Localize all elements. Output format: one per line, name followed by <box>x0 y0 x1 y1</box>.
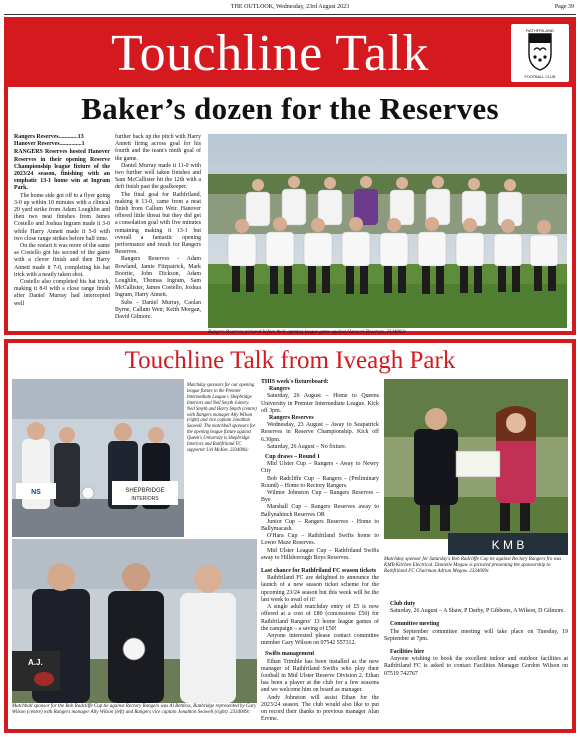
committee-paragraph: The September committee meeting will take place on Tuesday, 19 September at 7pm. <box>384 628 568 642</box>
svg-text:SHEPBRIDGE: SHEPBRIDGE <box>125 488 165 494</box>
story1-column-1 <box>14 134 110 308</box>
story1-headline: Baker’s dozen for the Reserves <box>81 91 499 126</box>
season-tickets-paragraph: Rathfriland FC are delighted to announce the launch of a new season ticket scheme for the upcoming 23/24 season but this week will be the last week to avail of it! <box>261 575 379 603</box>
publication-line: THE OUTLOOK, Wednesday, 23rd August 2023 <box>230 4 350 10</box>
fixtures-reserves-heading: Rangers Reserves <box>269 415 314 422</box>
team-photo-caption: Rangers Reserves pictured before their opening league game against Hanover Reserves. 2334002c <box>208 330 406 335</box>
story1-paragraph: The home side got off to a flyer going 3-0 up within 10 minutes with a clinical 20 yard strike from Adam Loughlin and then two neat finishes from James Costello and Joshua Ingram made it 3-0 while Harry Annett made it 5-0 with two close range strikes before half time. <box>14 192 110 242</box>
cup-draw-item: Junior Cup – Rangers Reserves - Home to Ballymacash. <box>261 518 379 533</box>
page-number: Page 39 <box>554 4 574 10</box>
header-rule <box>4 14 576 15</box>
cup-draw-item: O'Hara Cup – Rathfriland Swifts home to Lower Maze Reserves. <box>261 533 379 547</box>
sponsors-photo-caption: Matchday sponsors for our opening league fixture in the Premier Intermediate League v Shepbridge Interiors and Neil Smyth Joinery. Neil Smyth and Harry Smyth (centre) with Rangers manager Ally Wilson (right) and vice captain Jonathan Seawell. The matchball sponsors for the opening league fixture against Queen's University is Shepbridge Interiors and Rathfriland FC supporter Uel McKee. 2334006c <box>187 383 257 453</box>
kmb-board <box>448 533 568 555</box>
club-duty-heading: Club duty <box>390 601 416 607</box>
team-photo <box>208 134 567 328</box>
club-notices-column <box>384 601 568 678</box>
touchline-banner <box>8 21 572 87</box>
story1-paragraph: On the restart it was more of the same as Costello got his second of the game with a clever finish and then Harry Annett made it 7-0, completing his hat trick with a neatly taken shot. <box>14 243 110 278</box>
fixtures-column <box>261 379 379 723</box>
top-story-frame <box>4 17 576 335</box>
crest-bottom-text: FOOTBALL CLUB <box>524 75 556 79</box>
club-crest-icon <box>511 24 569 82</box>
svg-text:NS: NS <box>31 489 41 496</box>
story1-paragraph: The final goal for Rathfriland, making it 13-0, came from a neat finish from Callum Weir. Hanover offered little threat but they did get a consolation goal with five minutes remaining making it 13-1 but overall a fantastic opening performance and result for Rangers Reserves. <box>115 191 201 256</box>
story1-column-2 <box>115 134 201 321</box>
bottom-story-frame <box>4 339 576 733</box>
fixture-item: Wednesday, 23 August – Away to Seapatrick Reserves in Reserve Championship. Kick off 6.30pm. <box>261 422 379 443</box>
fixture-item: Saturday, 26 August – No fixture. <box>267 443 347 450</box>
cup-draws-heading: Cup draws – Round 1 <box>265 454 320 461</box>
sponsors-photo-image <box>12 379 184 537</box>
cup-draw-item: Marshall Cup – Rangers Reserves away to Ballynahinch Reserves OR <box>261 504 379 518</box>
committee-heading: Committee meeting <box>390 621 440 628</box>
facilities-paragraph: Anyone wishing to book the excellent indoor and outdoor facilities at Rathfriland FC is asked to contact Facilities Manager Gordon Wilson on 07519 742767 <box>384 656 568 677</box>
cup-draw-item: Mid Ulster Cup – Rangers - Away to Newry City <box>261 461 379 475</box>
score-line-home: Rangers Reserves.............13 <box>14 134 84 140</box>
svg-text:INTERIORS: INTERIORS <box>131 496 159 502</box>
story1-lede: RANGERS Reserves hosted Hanover Reserves in their opening Reserve Championship league fixture of the 2023/24 season, finishing with an emphatic 13-1 home win at Ingram Park. <box>14 149 110 192</box>
kmb-board-image <box>448 533 568 555</box>
fixtures-rangers-heading: Rangers <box>269 386 290 393</box>
matchball-photo <box>12 539 257 703</box>
story1-paragraph: Rangers Reserves - Adam Rowland, Jamie Fitzpatrick, Mark Boortie, John Dickson, Adam Loughlin, Thomas Ingram, Sam McCallister, James Costello, Joshua Ingram, Harry Annett. <box>115 256 201 299</box>
fixture-item: Saturday, 26 August – Home to Queens University in Premier Intermediate League. Kick off 3pm. <box>261 393 379 414</box>
matchball-photo-image <box>12 539 257 703</box>
kmb-photo-image <box>384 379 568 539</box>
kmb-photo-caption: Matchday sponsor for Saturday's Bob Radcliffe Cup tie against Rectory Rangers fro was KMB Kitchen Electrical. Danielle Megaw is pictured presenting the sponsorship to Rathfriland FC Chairman Adrian Megaw. 2334009c <box>384 557 562 574</box>
score-line-away: Hanover Reserves...............1 <box>14 141 85 148</box>
season-tickets-paragraph: Anyone interested please contact committee member Gary Wilson on 07542 557312. <box>261 632 379 647</box>
story1-paragraph: Subs - Daniel Murray, Caolan Byrne, Callum Weir, Keith Morgan, David Gilmore. <box>115 299 201 321</box>
story1-paragraph: further back up the pitch with Harry Annett firing across goal for his fourth and the team's ninth goal of the game. <box>115 134 201 162</box>
cup-draw-item: Bob Radcliffe Cup – Rangers - (Preliminary Round) – Home to Rectory Rangers. <box>261 475 379 489</box>
season-tickets-paragraph: A single adult matchday entry of £5 is now offered at a cost of £80 (concessions £50) for Rathfriland Rangers' 13 home league games of the campaign – a saving of £50! <box>261 604 379 632</box>
kmb-photo <box>384 379 568 539</box>
swifts-heading: Swifts management <box>265 651 315 658</box>
swifts-paragraph: Ethan Trimble has been installed as the new manager of Rathfriland Swifts who play their football in Mid Ulster Reserve Division 2. Ethan has been a player at the club for a few seasons and we welcome him on board as manager. <box>261 658 379 694</box>
season-tickets-heading: Last chance for Rathfriland FC season tickets <box>261 568 377 575</box>
fixtures-heading: THIS week's fixtureboard: <box>261 379 329 385</box>
cup-draw-item: Wilmor Johnston Cup – Rangers Reserves – Bye <box>261 490 379 504</box>
swifts-paragraph: Andy Johnston will assist Ethan for the 2023/24 season. The club would also like to put on record their thanks to previous manager Alan Ervine. <box>261 694 379 723</box>
cup-draw-item: Mid Ulster League Cup – Rathfriland Swifts away to Hillsborough Boys Reserves. <box>261 547 379 561</box>
club-duty-paragraph: Saturday, 26 August – A Shaw, P Darby, P Gibbons, A Wilson, D Gilmore. <box>390 608 565 615</box>
story1-paragraph: Costello also completed his hat trick, making it 8-0 with a close range finish after Daniel Murray had intercepted well <box>14 279 110 307</box>
club-crest <box>511 24 569 82</box>
crest-top-text: RATHFRILAND <box>526 28 554 33</box>
svg-text:A.J.: A.J. <box>28 658 43 667</box>
story1-paragraph: Daniel Murray made it 11-0 with two further well taken finishes and Sam McCallister hit the 12th with a deft finish past the goalkeeper. <box>115 162 201 191</box>
story2-headline: Touchline Talk from Iveagh Park <box>124 347 456 374</box>
banner-title: Touchline Talk <box>111 25 429 82</box>
team-photo-image <box>208 134 567 328</box>
sponsors-photo <box>12 379 184 537</box>
matchball-photo-caption: Matchball sponsor for the Bob Radcliffe Cup tie against Rectory Rangers was Al Bettless, Banbridge represented by Gary Wilson (centre) with Rangers manager Ally Wilson (left) and Rangers vice captain Jonathon Seawell (right). 2334009c <box>12 704 257 715</box>
svg-text:K M B: K M B <box>491 538 525 552</box>
facilities-heading: Facilities hire <box>390 649 425 656</box>
